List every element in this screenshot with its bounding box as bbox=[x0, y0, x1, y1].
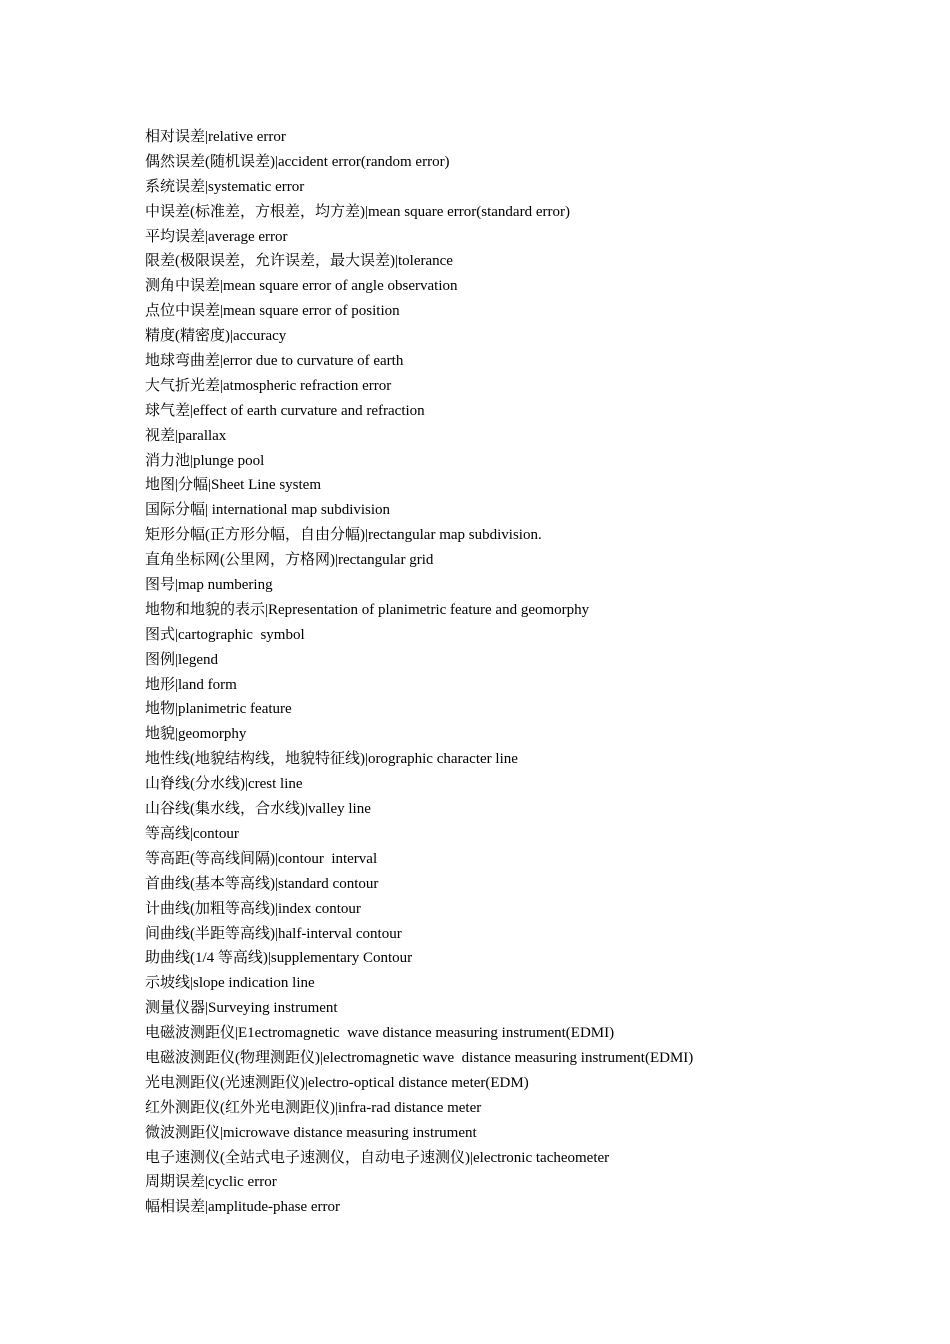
glossary-entry: 测量仪器|Surveying instrument bbox=[145, 1000, 338, 1017]
glossary-entry: 精度(精密度)|accuracy bbox=[145, 328, 287, 345]
glossary-entry: 间曲线(半距等高线)|half-interval contour bbox=[145, 925, 402, 942]
glossary-entry: 平均误差|average error bbox=[145, 228, 288, 245]
glossary-entry: 周期误差|cyclic error bbox=[145, 1174, 277, 1191]
glossary-entry: 测角中误差|mean square error of angle observation bbox=[145, 278, 458, 295]
glossary-entry: 电磁波测距仪(物理测距仪)|electromagnetic wave distance measuring instrument(EDMI) bbox=[145, 1049, 694, 1066]
glossary-entry: 偶然误差(随机误差)|accident error(random error) bbox=[145, 153, 450, 170]
glossary-entry: 地物和地貌的表示|Representation of planimetric feature and geomorphy bbox=[145, 601, 590, 618]
glossary-entry: 消力池|plunge pool bbox=[145, 452, 265, 469]
glossary-entry: 矩形分幅(正方形分幅，自由分幅)|rectangular map subdivision. bbox=[145, 527, 542, 544]
glossary-entry: 等高距(等高线间隔)|contour interval bbox=[145, 850, 378, 867]
glossary-entry: 计曲线(加粗等高线)|index contour bbox=[145, 900, 361, 917]
glossary-entry: 中误差(标准差，方根差，均方差)|mean square error(standard error) bbox=[145, 203, 570, 220]
glossary-entry: 地球弯曲差|error due to curvature of earth bbox=[145, 353, 404, 370]
glossary-entry: 光电测距仪(光速测距仪)|electro-optical distance meter(EDM) bbox=[145, 1074, 529, 1091]
glossary-entry: 电磁波测距仪|E1ectromagnetic wave distance measuring instrument(EDMI) bbox=[145, 1025, 615, 1042]
glossary-entry: 地貌|geomorphy bbox=[145, 726, 247, 743]
glossary-entry: 图号|map numbering bbox=[145, 577, 273, 594]
glossary-entry: 红外测距仪(红外光电测距仪)|infra-rad distance meter bbox=[145, 1099, 482, 1116]
glossary-entry: 视差|parallax bbox=[145, 427, 227, 444]
glossary-entry: 直角坐标网(公里网，方格网)|rectangular grid bbox=[145, 552, 434, 569]
glossary-entry: 点位中误差|mean square error of position bbox=[145, 303, 400, 320]
glossary-entry: 山谷线(集水线，合水线)|valley line bbox=[145, 801, 371, 818]
glossary-entry: 图例|legend bbox=[145, 651, 218, 668]
glossary-entry: 大气折光差|atmospheric refraction error bbox=[145, 377, 392, 394]
glossary-entry: 微波测距仪|microwave distance measuring instrument bbox=[145, 1124, 477, 1141]
glossary-list bbox=[145, 125, 905, 1220]
glossary-entry: 地性线(地貌结构线，地貌特征线)|orographic character line bbox=[145, 751, 518, 768]
glossary-entry: 地图|分幅|Sheet Line system bbox=[145, 477, 321, 494]
glossary-entry: 地形|land form bbox=[145, 676, 237, 693]
glossary-entry: 助曲线(1/4 等高线)|supplementary Contour bbox=[145, 950, 413, 967]
glossary-entry: 图式|cartographic symbol bbox=[145, 626, 305, 643]
glossary-entry: 等高线|contour bbox=[145, 825, 239, 842]
glossary-entry: 山脊线(分水线)|crest line bbox=[145, 776, 303, 793]
glossary-entry: 国际分幅| international map subdivision bbox=[145, 502, 391, 519]
glossary-entry: 电子速测仪(全站式电子速测仪，自动电子速测仪)|electronic tacheometer bbox=[145, 1149, 610, 1166]
glossary-entry: 示坡线|slope indication line bbox=[145, 975, 315, 992]
glossary-entry: 球气差|effect of earth curvature and refraction bbox=[145, 402, 425, 419]
glossary-entry: 幅相误差|amplitude-phase error bbox=[145, 1199, 341, 1216]
glossary-entry: 地物|planimetric feature bbox=[145, 701, 292, 718]
glossary-entry: 首曲线(基本等高线)|standard contour bbox=[145, 875, 379, 892]
glossary-entry: 系统误差|systematic error bbox=[145, 178, 305, 195]
glossary-entry: 相对误差|relative error bbox=[145, 129, 286, 145]
glossary-entry: 限差(极限误差，允许误差，最大误差)|tolerance bbox=[145, 253, 453, 270]
